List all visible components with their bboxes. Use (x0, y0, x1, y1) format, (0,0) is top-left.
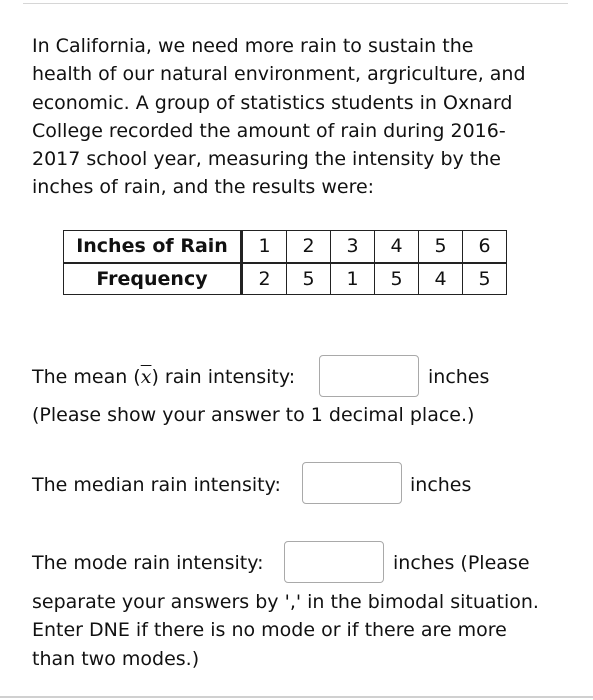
x-bar-symbol: $\overline{x}$ (140, 366, 152, 388)
statement-line: health of our natural environment, argriculture, and (32, 63, 526, 86)
mean-unit: inches (428, 366, 490, 388)
table-cell: 3 (331, 231, 375, 263)
statement-line: 2017 school year, measuring the intensity by the (32, 148, 501, 171)
problem-statement (32, 32, 567, 202)
table-cell: 4 (375, 231, 419, 263)
mode-answer-input[interactable] (284, 541, 384, 583)
table-cell: 1 (331, 263, 375, 295)
table-cell: 5 (463, 263, 507, 295)
statement-line: inches of rain, and the results were: (32, 176, 375, 199)
table-cell: 4 (419, 263, 463, 295)
median-unit: inches (410, 474, 472, 496)
statement-line: In California, we need more rain to sustain the (32, 35, 474, 57)
table-cell: 5 (419, 231, 463, 263)
table-cell: 1 (242, 231, 287, 263)
statement-line: College recorded the amount of rain during 2016- (32, 119, 506, 142)
bottom-divider (0, 696, 593, 698)
mean-label-prefix: The mean ( (32, 366, 141, 388)
table-cell: 2 (242, 263, 287, 295)
median-answer-input[interactable] (302, 462, 402, 504)
mean-question-label (32, 366, 295, 388)
mean-answer-input[interactable] (319, 355, 419, 397)
mode-question-label: The mode rain intensity: (32, 552, 264, 574)
frequency-table (63, 230, 507, 295)
mean-label-suffix: ) rain intensity: (151, 366, 296, 388)
statement-line: economic. A group of statistics students in Oxnard (32, 91, 513, 114)
table-row-inches (64, 231, 507, 263)
top-divider (23, 3, 568, 4)
mode-instruction-line: Enter DNE if there is no mode or if there are more (32, 619, 507, 641)
row-header-frequency: Frequency (64, 263, 242, 295)
table-cell: 6 (463, 231, 507, 263)
table-cell: 5 (375, 263, 419, 295)
table-row-frequency (64, 263, 507, 295)
table-cell: 5 (287, 263, 331, 295)
table-cell: 2 (287, 231, 331, 263)
mode-unit: inches (Please (393, 552, 530, 574)
mean-instruction: (Please show your answer to 1 decimal place.) (32, 404, 475, 426)
mode-instruction-line: than two modes.) (32, 648, 200, 670)
mode-instruction-line: separate your answers by ',' in the bimodal situation. (32, 591, 539, 613)
row-header-inches: Inches of Rain (64, 231, 242, 263)
median-question-label: The median rain intensity: (32, 474, 281, 496)
